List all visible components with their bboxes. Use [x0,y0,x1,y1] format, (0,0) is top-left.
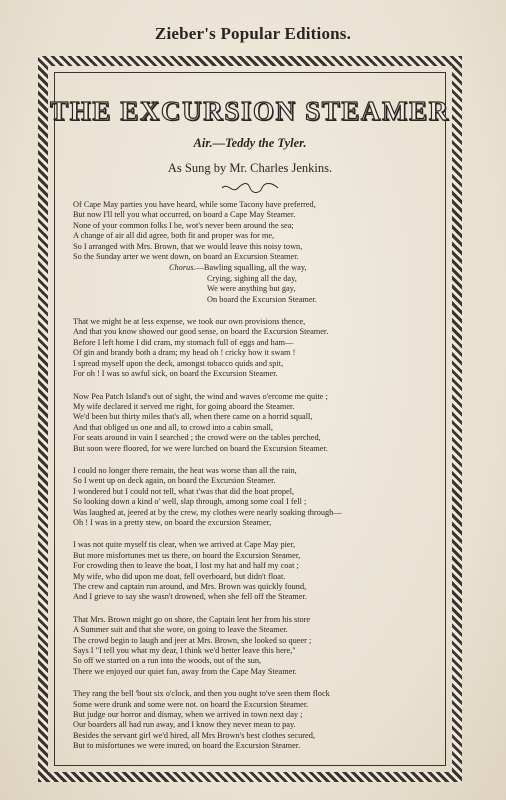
decorative-border [38,56,462,782]
verse-line: And that you know showed our good sense, on board the Excursion Steamer. [73,327,329,337]
verse-line: The crew and captain run around, and Mrs. Brown was quickly found, [73,582,307,591]
verse-line: For seats around in vain I searched ; the crowd were on the tables perched, [73,433,321,443]
verse-line: They rang the bell 'bout six o'clock, and then you ought to've seen them flock [73,689,330,699]
verse-line: I was not quite myself tis clear, when we arrived at Cape May pier, [73,540,296,550]
chorus-first-line-text: —Bawling squalling, all the way, [195,263,307,273]
verse-line: My wife, who did upon me doat, fell overboard, but didn't float. [73,571,286,581]
verse-line: My wife declared it served me right, for going aboard the Steamer. [73,401,295,411]
flourish-ornament-icon [220,182,280,194]
verse-2 [73,317,443,379]
verse-line: So I went up on deck again, on board the Excursion Steamer. [73,476,276,486]
sung-by-line: As Sung by Mr. Charles Jenkins. [167,161,333,175]
chorus-first-line [169,263,443,273]
verse-line: I could no longer there remain, the heat was worse than all the rain, [73,465,297,475]
verse-line: Besides the servant girl we'd hired, all Mrs Brown's best clothes secured, [73,730,315,740]
verse-line: None of your common folks I be, wot's never been around the sea; [73,220,294,230]
verse-line: Some were drunk and some were not. on board the Excursion Steamer. [73,699,309,709]
chorus-line: On board the Excursion Steamer. [207,294,317,304]
verse-line: But now I'll tell you what occurred, on board a Cape May Steamer. [73,210,296,220]
verse-1 [73,200,443,305]
verse-line: But soon were floored, for we were lurched on board the Excursion Steamer. [73,443,328,453]
verse-line: I spread myself upon the deck, amongst tobacco quids and spit, [73,358,284,368]
verse-line: Our boarders all had run away, and I know they never mean to pay. [73,720,296,730]
verse-line: Says I "I tell you what my dear, I think we'd better leave this here," [73,646,296,656]
verse-line: We'd been but thirty miles that's all, when there came on a horrid squall, [73,412,313,422]
verse-line: And that obliged us one and all, to crowd into a cabin small, [73,422,274,432]
chorus-label: Chorus. [169,263,196,273]
verse-line: The crowd begin to laugh and jeer at Mrs. Brown, she looked so queer ; [73,635,312,645]
verse-line: That Mrs. Brown might go on shore, the Captain lent her from his store [73,614,311,624]
verse-line: Of Cape May parties you have heard, while some Tacony have preferred, [73,200,316,209]
verse-6 [73,615,443,677]
verse-line: Before I left home I did cram, my stomach full of eggs and ham— [73,337,294,347]
verse-line: For oh ! I was so awful sick, on board the Excursion Steamer. [73,369,278,379]
verse-line: A change of air all did agree, both fit and proper was for me, [73,231,275,241]
verse-line: I wondered but I could not tell, what t'was that did the boat propel, [73,486,295,496]
verse-7 [73,689,443,751]
verse-line: But more misfortunes met us there, on board the Excursion Steamer, [73,550,301,560]
verse-line: So looking down a kind o' well, slap through, among some coal I fell ; [73,497,307,507]
song-title: THE EXCURSION STEAMER [50,96,450,126]
verse-line: Oh ! I was in a pretty stew, on board the excursion Steamer, [73,517,272,527]
verse-5 [73,540,443,602]
verse-line: Of gin and brandy both a dram; my head oh ! cricky how it swam ! [73,348,296,358]
chorus-line: Crying, sighing all the day, [207,273,297,283]
verse-line: But to misfortunes we were inured, on board the Excursion Steamer. [73,741,301,751]
chorus [169,263,443,305]
verse-line: Now Pea Patch Island's out of sight, the wind and waves o'ercome me quite ; [73,391,328,401]
verse-line: So the Sunday arter we went down, on board an Excursion Steamer. [73,252,299,262]
publisher-header: Zieber's Popular Editions. [154,24,352,43]
verse-3 [73,392,443,454]
verse-line: For crowding then to leave the boat, I lost my hat and half my coat ; [73,561,299,571]
verse-line: So off we started on a run into the woods, out of the sun, [73,656,262,666]
chorus-line: We were anything but gay, [207,284,296,294]
verse-line: That we might be at less expense, we took our own provisions thence, [73,317,306,327]
verse-4 [73,466,443,528]
verse-line: So I arranged with Mrs. Brown, that we would leave this noisy town, [73,241,303,251]
verse-line: Was laughed at, jeered at by the crew, my clothes were nearly soaking through— [73,507,342,517]
verse-line: A Summer suit and that she wore, on going to leave the Steamer. [73,625,288,635]
song-verses [73,200,443,764]
verse-line: And I grieve to say she wasn't drowned, when she fell off the Steamer. [73,592,307,602]
air-line: Air.—Teddy the Tyler. [193,136,307,150]
verse-line: But judge our horror and dismay, when we arrived in town next day ; [73,710,303,720]
verse-line: There we enjoyed our quiet fun, away from the Cape May Steamer. [73,666,297,676]
